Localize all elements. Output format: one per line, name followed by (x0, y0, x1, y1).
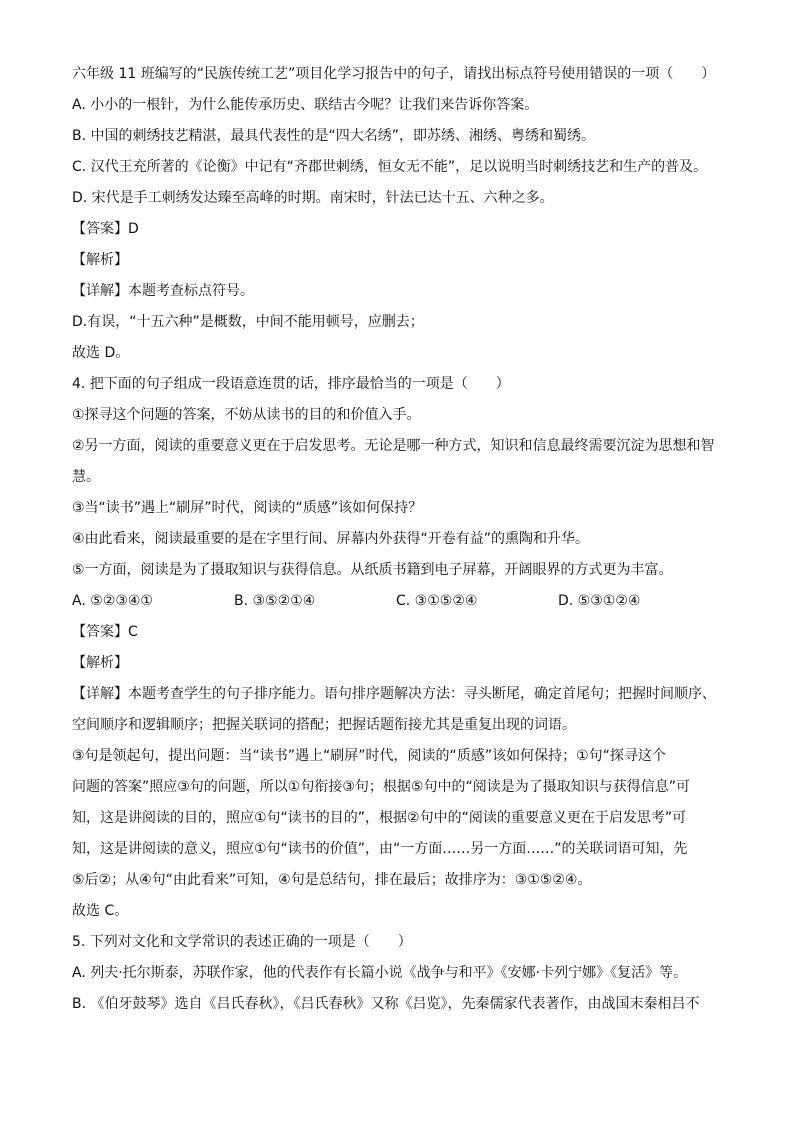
text-line: ③当“读书”遇上“刷屏”时代，阅读的“质感”该如何保持？ (72, 500, 423, 516)
answer-option: C. ③①⑤②④ (396, 593, 478, 609)
text-line: ②另一方面，阅读的重要意义更在于启发思考。无论是哪一种方式，知识和信息最终需要沉淀为思想和智 (72, 438, 715, 454)
text-line: 知，这是讲阅读的意义，照应①句“读书的价值”，由“一方面……另一方面……”的关联词语可知，先 (72, 841, 688, 857)
text-line: 空间顺序和逻辑顺序；把握关联词的搭配；把握话题衔接尤其是重复出现的词语。 (72, 717, 576, 733)
text-line: ⑤后②；从④句“由此看来”可知，④句是总结句，排在最后；故排序为：③①⑤②④。 (72, 872, 592, 888)
text-line: A. 小小的一根针，为什么能传承历史、联结古今呢？让我们来告诉你答案。 (72, 97, 539, 113)
text-line: 【详解】本题考查学生的句子排序能力。语句排序题解决方法：寻头断尾，确定首尾句；把握时间顺序、 (72, 686, 716, 702)
answer-option: A. ⑤②③④① (72, 593, 153, 609)
text-line: 故选 D。 (72, 345, 130, 361)
question-4-analysis-and-question-5 (72, 621, 737, 1024)
text-line: 慧。 (72, 469, 100, 485)
answer-option: B. ③⑤②①④ (234, 593, 316, 609)
answer-option: D. ⑤③①②④ (558, 593, 641, 609)
text-line: 知，这是讲阅读的目的，照应①句“读书的目的”，根据②句中的“阅读的重要意义更在于启发思考”可 (72, 810, 687, 826)
question-4-options (72, 590, 737, 621)
text-line: 4. 把下面的句子组成一段语意连贯的话，排序最恰当的一项是（ ） (72, 376, 510, 392)
text-line: C. 汉代王充所著的《论衡》中记有“齐郡世刺绣，恒女无不能”，足以说明当时刺绣技艺和生产的普及。 (72, 159, 708, 175)
text-line: 六年级 11 班编写的“民族传统工艺”项目化学习报告中的句子，请找出标点符号使用错误的一项（ ） (72, 66, 716, 82)
question-3-and-4-text (72, 63, 737, 590)
text-line: 【解析】 (72, 655, 128, 671)
exam-document (72, 63, 737, 1024)
text-line: 【解析】 (72, 252, 128, 268)
text-line: 【答案】D (72, 221, 139, 237)
text-line: A. 列夫·托尔斯泰，苏联作家，他的代表作有长篇小说《战争与和平》《安娜·卡列宁娜》《复活》等。 (72, 965, 688, 981)
text-line: 【详解】本题考查标点符号。 (72, 283, 254, 299)
text-line: B. 《伯牙鼓琴》选自《吕氏春秋》，《吕氏春秋》又称《吕览》，先秦儒家代表著作，由战国末秦相吕不 (72, 996, 700, 1012)
text-line: ①探寻这个问题的答案，不妨从读书的目的和价值入手。 (72, 407, 421, 423)
text-line: 【答案】C (72, 624, 138, 640)
text-line: D. 宋代是手工刺绣发达臻至高峰的时期。南宋时，针法已达十五、六种之多。 (72, 190, 554, 206)
text-line: ⑤一方面，阅读是为了摄取知识与获得信息。从纸质书籍到电子屏幕，开阔眼界的方式更为丰富。 (72, 562, 673, 578)
text-line: B. 中国的刺绣技艺精湛，最具代表性的是“四大名绣”，即苏绣、湘绣、粤绣和蜀绣。 (72, 128, 596, 144)
text-line: 故选 C。 (72, 903, 129, 919)
text-line: ③句是领起句，提出问题：当“读书”遇上“刷屏”时代，阅读的“质感”该如何保持；①句“探寻这个 (72, 748, 666, 764)
text-line: 问题的答案”照应③句的问题，所以①句衔接③句；根据⑤句中的“阅读是为了摄取知识与获得信息”可 (72, 779, 690, 795)
text-line: D.有误，“十五六种”是概数，中间不能用顿号，应删去； (72, 314, 424, 330)
text-line: ④由此看来，阅读最重要的是在字里行间、屏幕内外获得“开卷有益”的熏陶和升华。 (72, 531, 590, 547)
text-line: 5. 下列对文化和文学常识的表述正确的一项是（ ） (72, 934, 412, 950)
